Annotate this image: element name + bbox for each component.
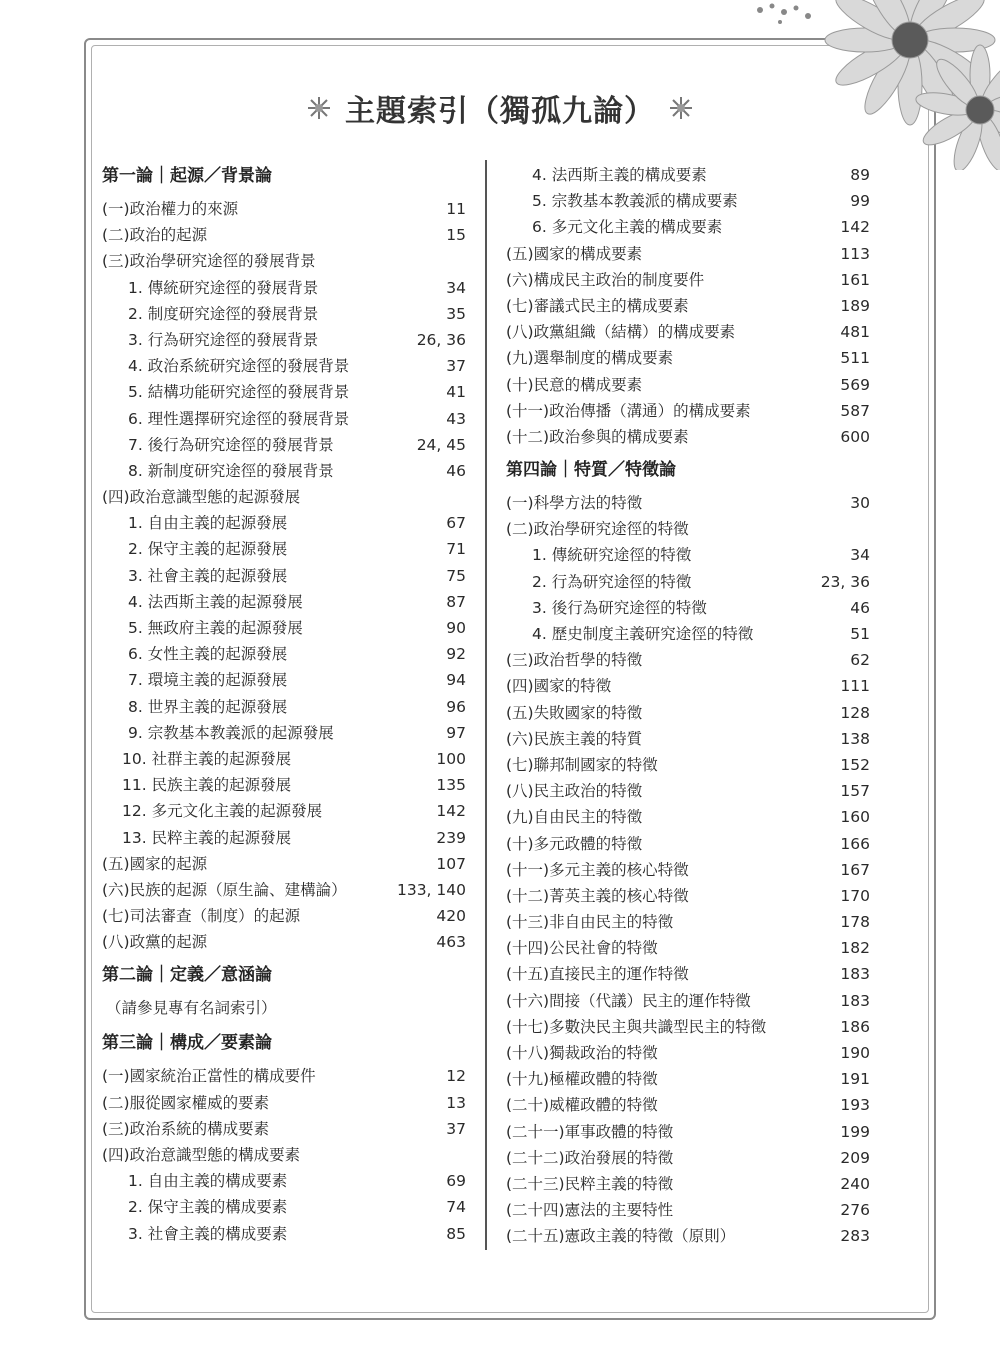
index-entry — [506, 804, 870, 830]
index-entry — [102, 379, 466, 405]
section-note: （請參見專有名詞索引） — [106, 999, 277, 1018]
entry-label: (十)多元政體的特徵 — [506, 834, 643, 853]
index-entry — [506, 319, 870, 345]
index-entry — [506, 935, 870, 961]
index-entry — [506, 883, 870, 909]
entry-page: 43 — [446, 409, 466, 428]
entry-label: (二十三)民粹主義的特徵 — [506, 1174, 674, 1193]
entry-page: 62 — [850, 651, 870, 670]
entry-label: (九)選舉制度的構成要素 — [506, 349, 674, 368]
entry-page: 178 — [840, 913, 870, 932]
entry-page: 209 — [840, 1148, 870, 1167]
entry-label: 1. 傳統研究途徑的發展背景 — [128, 278, 319, 297]
index-entry — [102, 798, 466, 824]
index-entry — [506, 1197, 870, 1223]
entry-page: 239 — [436, 828, 466, 847]
index-entry — [506, 831, 870, 857]
column-divider — [485, 160, 487, 1250]
page-title: 主題索引（獨孤九論） — [345, 94, 655, 129]
entry-page: 12 — [446, 1067, 466, 1086]
entry-label: 8. 世界主義的起源發展 — [128, 697, 288, 716]
entry-label: (四)政治意識型態的起源發展 — [102, 488, 301, 507]
entry-label: (一)政治權力的來源 — [102, 200, 239, 218]
index-entry — [506, 188, 870, 214]
entry-label: (三)政治系統的構成要素 — [102, 1119, 270, 1138]
title-area — [0, 86, 1000, 130]
entry-label: 11. 民族主義的起源發展 — [122, 776, 292, 795]
entry-label: (二)政治的起源 — [102, 226, 208, 245]
index-entry — [102, 327, 466, 353]
snowflake-ornament-icon — [306, 95, 332, 121]
entry-label: (二)政治學研究途徑的特徵 — [506, 520, 689, 539]
index-entry — [102, 772, 466, 798]
index-entry — [102, 248, 466, 274]
index-entry — [102, 694, 466, 720]
entry-page: 276 — [840, 1201, 870, 1220]
entry-label: 3. 社會主義的構成要素 — [128, 1224, 288, 1243]
entry-page: 87 — [446, 592, 466, 611]
entry-label: (十三)非自由民主的特徵 — [506, 913, 674, 932]
entry-label: (十)民意的構成要素 — [506, 375, 643, 394]
index-entry — [506, 293, 870, 319]
entry-page: 189 — [840, 296, 870, 315]
entry-label: (九)自由民主的特徵 — [506, 808, 643, 827]
index-entry — [506, 857, 870, 883]
entry-page: 37 — [446, 357, 466, 376]
entry-label: 7. 後行為研究途徑的發展背景 — [128, 435, 334, 454]
entry-page: 138 — [840, 729, 870, 748]
entry-label: (二十四)憲法的主要特性 — [506, 1201, 674, 1220]
index-entry — [506, 345, 870, 371]
entry-page: 34 — [446, 278, 466, 297]
index-entry — [102, 458, 466, 484]
entry-page: 92 — [446, 645, 466, 664]
entry-label: 1. 傳統研究途徑的特徵 — [532, 546, 692, 565]
entry-label: (一)國家統治正當性的構成要件 — [102, 1067, 316, 1086]
entry-label: (二十二)政治發展的特徵 — [506, 1148, 674, 1167]
entry-page: 240 — [840, 1174, 870, 1193]
entry-label: 1. 自由主義的構成要素 — [128, 1172, 288, 1191]
index-entry — [506, 726, 870, 752]
entry-page: 587 — [840, 401, 870, 420]
entry-label: 2. 制度研究途徑的發展背景 — [128, 304, 319, 323]
index-entry — [506, 778, 870, 804]
entry-page: 51 — [850, 625, 870, 643]
entry-label: 7. 環境主義的起源發展 — [128, 671, 288, 690]
entry-label: 12. 多元文化主義的起源發展 — [122, 802, 323, 821]
index-entry — [102, 1063, 466, 1089]
section-heading: 第二論｜定義／意涵論 — [102, 965, 272, 986]
entry-label: 6. 女性主義的起源發展 — [128, 645, 288, 664]
entry-label: (十四)公民社會的特徵 — [506, 939, 658, 958]
entry-label: (四)政治意識型態的構成要素 — [102, 1146, 301, 1164]
index-entry — [102, 222, 466, 248]
index-entry — [506, 647, 870, 673]
entry-page: 157 — [840, 782, 870, 801]
index-entry — [506, 673, 870, 699]
index-entry — [102, 301, 466, 327]
entry-page: 142 — [436, 802, 466, 821]
entry-label: 5. 無政府主義的起源發展 — [128, 619, 303, 637]
entry-label: 6. 多元文化主義的構成要素 — [532, 218, 723, 237]
index-entry — [506, 214, 870, 240]
index-entry — [506, 398, 870, 424]
entry-page: 190 — [840, 1044, 870, 1062]
index-entry — [506, 961, 870, 987]
entry-label: (二十五)憲政主義的特徵（原則） — [506, 1227, 736, 1246]
entry-label: (十九)極權政體的特徵 — [506, 1070, 658, 1089]
entry-page: 37 — [446, 1119, 466, 1138]
entry-page: 67 — [446, 514, 466, 533]
index-entry — [506, 621, 870, 647]
index-entry — [506, 595, 870, 621]
section-heading: 第三論｜構成／要素論 — [102, 1033, 272, 1054]
entry-page: 23, 36 — [820, 572, 870, 591]
index-entry — [102, 589, 466, 615]
entry-label: 4. 歷史制度主義研究途徑的特徵 — [532, 625, 754, 643]
entry-page: 11 — [446, 200, 466, 218]
entry-page: 152 — [840, 755, 870, 774]
entry-page: 90 — [446, 619, 466, 637]
index-entry — [506, 1066, 870, 1092]
entry-label: (六)構成民主政治的制度要件 — [506, 270, 705, 289]
entry-label: 3. 後行為研究途徑的特徵 — [532, 598, 707, 617]
entry-page: 107 — [436, 854, 466, 873]
index-entry — [102, 1168, 466, 1194]
entry-page: 34 — [850, 546, 870, 565]
entry-page: 166 — [840, 834, 870, 853]
index-entry — [102, 1090, 466, 1116]
entry-label: (十二)政治參與的構成要素 — [506, 427, 689, 446]
index-entry — [102, 196, 466, 222]
entry-page: 182 — [840, 939, 870, 958]
entry-label: (十八)獨裁政治的特徵 — [506, 1044, 658, 1062]
entry-label: (十二)菁英主義的核心特徵 — [506, 886, 689, 905]
entry-label: 5. 結構功能研究途徑的發展背景 — [128, 383, 350, 402]
index-entry — [506, 516, 870, 542]
section-heading: 第一論｜起源／背景論 — [102, 166, 272, 186]
index-entry — [506, 752, 870, 778]
entry-label: 13. 民粹主義的起源發展 — [122, 828, 292, 847]
entry-page: 170 — [840, 886, 870, 905]
index-entry — [102, 851, 466, 877]
entry-label: (十五)直接民主的運作特徵 — [506, 965, 689, 984]
entry-label: (十一)政治傳播（溝通）的構成要素 — [506, 401, 751, 420]
entry-page: 511 — [840, 349, 870, 368]
entry-page: 100 — [436, 749, 466, 768]
index-entry — [506, 1040, 870, 1066]
index-entry — [506, 162, 870, 188]
entry-page: 600 — [840, 427, 870, 446]
index-entry — [506, 909, 870, 935]
entry-page: 74 — [446, 1198, 466, 1217]
entry-label: (三)政治哲學的特徵 — [506, 651, 643, 670]
entry-page: 160 — [840, 808, 870, 827]
entry-page: 193 — [840, 1096, 870, 1115]
entry-label: (八)政黨的起源 — [102, 933, 208, 952]
entry-page: 128 — [840, 703, 870, 722]
index-entry — [506, 1171, 870, 1197]
entry-page: 161 — [840, 270, 870, 289]
entry-label: (六)民族的起源（原生論、建構論） — [102, 880, 347, 899]
entry-label: 4. 政治系統研究途徑的發展背景 — [128, 357, 350, 376]
index-entry — [102, 536, 466, 562]
flower-decoration-icon — [680, 0, 1000, 170]
index-entry — [102, 510, 466, 536]
entry-page: 569 — [840, 375, 870, 394]
entry-label: 4. 法西斯主義的起源發展 — [128, 592, 303, 611]
index-entry — [102, 746, 466, 772]
entry-label: 10. 社群主義的起源發展 — [122, 749, 292, 768]
index-entry — [102, 275, 466, 301]
entry-page: 41 — [446, 383, 466, 402]
entry-label: 4. 法西斯主義的構成要素 — [532, 166, 707, 184]
entry-page: 133, 140 — [396, 880, 466, 899]
entry-page: 15 — [446, 226, 466, 245]
entry-page: 283 — [840, 1227, 870, 1246]
entry-label: (二十)威權政體的特徵 — [506, 1096, 658, 1115]
section-heading: 第四論｜特質／特徵論 — [506, 460, 676, 481]
index-entry — [506, 988, 870, 1014]
index-entry — [506, 1223, 870, 1249]
entry-page: 46 — [446, 461, 466, 480]
entry-label: (二十一)軍事政體的特徵 — [506, 1122, 674, 1141]
index-entry — [102, 432, 466, 458]
index-entry — [102, 877, 466, 903]
entry-label: (七)聯邦制國家的特徵 — [506, 755, 658, 774]
index-entry — [102, 406, 466, 432]
entry-page: 113 — [840, 244, 870, 263]
index-entry — [102, 1221, 466, 1247]
index-entry — [102, 353, 466, 379]
index-entry — [506, 1092, 870, 1118]
index-entry — [506, 490, 870, 516]
index-entry — [102, 929, 466, 955]
index-entry — [506, 569, 870, 595]
entry-page: 142 — [840, 218, 870, 237]
entry-page: 111 — [840, 677, 870, 696]
entry-page: 35 — [446, 304, 466, 323]
entry-label: (三)政治學研究途徑的發展背景 — [102, 252, 316, 271]
index-entry — [102, 825, 466, 851]
index-entry — [102, 1194, 466, 1220]
entry-page: 71 — [446, 540, 466, 559]
entry-page: 46 — [850, 598, 870, 617]
entry-page: 89 — [850, 166, 870, 184]
entry-label: (八)政黨組織（結構）的構成要素 — [506, 323, 736, 342]
entry-page: 183 — [840, 991, 870, 1010]
entry-page: 24, 45 — [416, 435, 466, 454]
entry-label: (十六)間接（代議）民主的運作特徵 — [506, 991, 751, 1010]
entry-label: (二)服從國家權威的要素 — [102, 1093, 270, 1112]
entry-label: (五)國家的構成要素 — [506, 244, 643, 263]
entry-label: (四)國家的特徵 — [506, 677, 612, 696]
entry-label: (一)科學方法的特徵 — [506, 494, 643, 513]
entry-page: 69 — [446, 1172, 466, 1191]
index-entry — [506, 1014, 870, 1040]
entry-page: 135 — [436, 776, 466, 795]
index-entry — [102, 1116, 466, 1142]
entry-label: 3. 社會主義的起源發展 — [128, 566, 288, 585]
entry-label: 2. 保守主義的起源發展 — [128, 540, 288, 559]
entry-label: (八)民主政治的特徵 — [506, 782, 643, 801]
entry-label: (五)國家的起源 — [102, 854, 208, 873]
entry-page: 183 — [840, 965, 870, 984]
entry-page: 85 — [446, 1224, 466, 1243]
entry-label: 3. 行為研究途徑的發展背景 — [128, 330, 319, 349]
entry-page: 167 — [840, 860, 870, 879]
entry-label: 6. 理性選擇研究途徑的發展背景 — [128, 409, 350, 428]
index-entry — [102, 1142, 466, 1168]
entry-page: 199 — [840, 1122, 870, 1141]
entry-page: 186 — [840, 1017, 870, 1036]
entry-label: 2. 保守主義的構成要素 — [128, 1198, 288, 1217]
entry-page: 96 — [446, 697, 466, 716]
entry-label: 8. 新制度研究途徑的發展背景 — [128, 461, 334, 480]
index-entry — [506, 241, 870, 267]
index-entry — [506, 424, 870, 450]
entry-page: 99 — [850, 192, 870, 211]
snowflake-ornament-icon — [668, 95, 694, 121]
index-entry — [506, 1145, 870, 1171]
index-entry — [506, 700, 870, 726]
index-entry — [102, 667, 466, 693]
index-entry — [506, 372, 870, 398]
index-entry — [506, 542, 870, 568]
entry-label: (七)司法審查（制度）的起源 — [102, 907, 301, 926]
entry-label: (五)失敗國家的特徵 — [506, 703, 643, 722]
index-entry — [102, 720, 466, 746]
index-entry — [102, 615, 466, 641]
entry-page: 191 — [840, 1070, 870, 1089]
entry-page: 26, 36 — [416, 330, 466, 349]
entry-label: (七)審議式民主的構成要素 — [506, 296, 689, 315]
entry-page: 97 — [446, 723, 466, 742]
index-column-left — [102, 162, 466, 1247]
entry-page: 13 — [446, 1093, 466, 1112]
index-entry — [102, 484, 466, 510]
entry-label: 5. 宗教基本教義派的構成要素 — [532, 192, 738, 211]
entry-page: 481 — [840, 323, 870, 342]
entry-page: 30 — [850, 494, 870, 513]
entry-label: 9. 宗教基本教義派的起源發展 — [128, 723, 334, 742]
index-column-right — [506, 162, 870, 1250]
entry-label: 2. 行為研究途徑的特徵 — [532, 572, 692, 591]
index-entry — [102, 641, 466, 667]
entry-label: (六)民族主義的特質 — [506, 729, 643, 748]
entry-page: 75 — [446, 566, 466, 585]
index-entry — [506, 267, 870, 293]
index-entry — [102, 563, 466, 589]
entry-label: (十一)多元主義的核心特徵 — [506, 860, 689, 879]
entry-page: 420 — [436, 907, 466, 926]
index-entry — [102, 903, 466, 929]
entry-label: 1. 自由主義的起源發展 — [128, 514, 288, 533]
entry-label: (十七)多數決民主與共識型民主的特徵 — [506, 1017, 767, 1036]
entry-page: 463 — [436, 933, 466, 952]
index-entry — [506, 1119, 870, 1145]
entry-page: 94 — [446, 671, 466, 690]
